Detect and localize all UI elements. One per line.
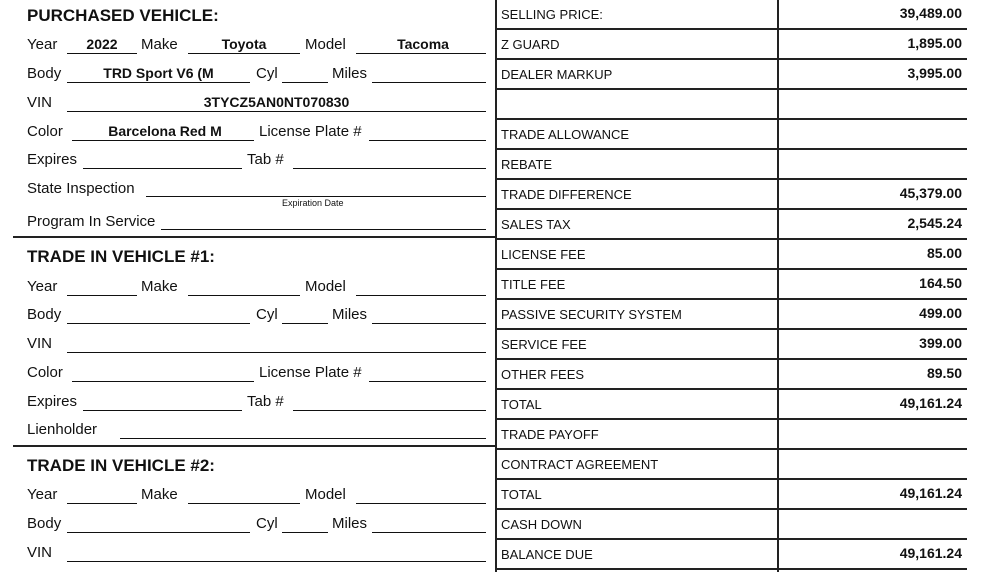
- financial-row-value[interactable]: 45,379.00: [899, 185, 962, 201]
- financial-row-line: [497, 268, 967, 270]
- purchased-vehicle-heading: PURCHASED VEHICLE:: [27, 6, 219, 25]
- trade1-cyl-label: Cyl: [256, 306, 278, 323]
- financial-row-label: SERVICE FEE: [501, 337, 587, 352]
- trade-in-2-heading: TRADE IN VEHICLE #2:: [27, 456, 215, 475]
- trade2-model-label: Model: [305, 486, 346, 503]
- financial-row-label: SELLING PRICE:: [501, 7, 603, 22]
- financial-row-value[interactable]: 85.00: [926, 245, 962, 261]
- vin-field[interactable]: 3TYCZ5AN0NT070830: [203, 94, 350, 110]
- financial-row-value[interactable]: 499.00: [919, 305, 962, 321]
- financial-row-label: TRADE ALLOWANCE: [501, 127, 630, 142]
- trade1-make-label: Make: [141, 278, 178, 295]
- financial-row-value[interactable]: 2,545.24: [907, 215, 962, 231]
- financial-row-line: [497, 208, 967, 210]
- trade1-tab-label: Tab #: [247, 393, 284, 410]
- trade1-body-label: Body: [27, 306, 62, 323]
- body-label: Body: [27, 65, 62, 82]
- financial-row-line: [497, 58, 967, 60]
- financial-row-value[interactable]: 3,995.00: [907, 65, 962, 81]
- financial-row-value[interactable]: 89.50: [926, 365, 962, 381]
- trade2-body-label: Body: [27, 515, 62, 532]
- financial-row-label: DEALER MARKUP: [501, 67, 613, 82]
- financial-row-line: [497, 388, 967, 390]
- year-field[interactable]: 2022: [86, 36, 118, 52]
- financial-row-label: Z GUARD: [501, 37, 560, 52]
- trade1-model-label: Model: [305, 278, 346, 295]
- body-field[interactable]: TRD Sport V6 (M: [103, 65, 214, 81]
- cyl-label: Cyl: [256, 65, 278, 82]
- expires-label: Expires: [27, 151, 78, 168]
- financial-row-value[interactable]: 49,161.24: [899, 485, 962, 501]
- financial-row-label: PASSIVE SECURITY SYSTEM: [501, 307, 682, 322]
- trade2-year-label: Year: [27, 486, 58, 503]
- trade1-year-label: Year: [27, 278, 58, 295]
- financial-row-line: [497, 508, 967, 510]
- trade1-expires-label: Expires: [27, 393, 78, 410]
- financial-row-value[interactable]: 1,895.00: [907, 35, 962, 51]
- financial-row-line: [497, 238, 967, 240]
- trade-in-1-heading: TRADE IN VEHICLE #1:: [27, 247, 215, 266]
- financial-row-line: [497, 538, 967, 540]
- financial-row-label: TRADE DIFFERENCE: [501, 187, 632, 202]
- trade1-lienholder-label: Lienholder: [27, 421, 98, 438]
- financial-row-label: TOTAL: [501, 487, 542, 502]
- trade2-miles-label: Miles: [332, 515, 368, 532]
- financial-row-line: [497, 88, 967, 90]
- trade2-vin-label: VIN: [27, 544, 53, 561]
- color-field[interactable]: Barcelona Red M: [108, 123, 222, 139]
- state-inspection-label: State Inspection: [27, 180, 135, 197]
- financial-row-label: BALANCE DUE: [501, 547, 593, 562]
- financial-row-label: TRADE PAYOFF: [501, 427, 599, 442]
- financial-row-line: [497, 118, 967, 120]
- financial-row-line: [497, 178, 967, 180]
- miles-label: Miles: [332, 65, 368, 82]
- financial-row-line: [497, 568, 967, 570]
- financial-row-line: [497, 358, 967, 360]
- tab-label: Tab #: [247, 151, 284, 168]
- trade1-vin-label: VIN: [27, 335, 53, 352]
- financial-row-label: SALES TAX: [501, 217, 571, 232]
- financial-row-value[interactable]: 49,161.24: [899, 395, 962, 411]
- financial-row-label: CASH DOWN: [501, 517, 582, 532]
- financial-row-label: OTHER FEES: [501, 367, 585, 382]
- financial-row-label: TITLE FEE: [501, 277, 566, 292]
- model-label: Model: [305, 36, 346, 53]
- financial-row-value[interactable]: 399.00: [919, 335, 962, 351]
- financial-row-line: [497, 328, 967, 330]
- financial-row-label: CONTRACT AGREEMENT: [501, 457, 659, 472]
- license-plate-label: License Plate #: [259, 123, 362, 140]
- financial-row-line: [497, 148, 967, 150]
- program-in-service-label: Program In Service: [27, 213, 156, 230]
- trade2-cyl-label: Cyl: [256, 515, 278, 532]
- trade1-miles-label: Miles: [332, 306, 368, 323]
- expiration-date-caption: Expiration Date: [282, 198, 344, 208]
- vin-label: VIN: [27, 94, 53, 111]
- financial-row-line: [497, 448, 967, 450]
- financial-row-value[interactable]: 164.50: [919, 275, 962, 291]
- model-field[interactable]: Tacoma: [397, 36, 449, 52]
- financial-row-value[interactable]: 39,489.00: [899, 5, 962, 21]
- financial-row-line: [497, 28, 967, 30]
- financial-row-line: [497, 298, 967, 300]
- color-label: Color: [27, 123, 63, 140]
- trade1-license-plate-label: License Plate #: [259, 364, 362, 381]
- financial-row-line: [497, 478, 967, 480]
- year-label: Year: [27, 36, 58, 53]
- make-label: Make: [141, 36, 178, 53]
- financial-row-line: [497, 418, 967, 420]
- financial-row-label: LICENSE FEE: [501, 247, 586, 262]
- make-field[interactable]: Toyota: [221, 36, 267, 52]
- trade2-make-label: Make: [141, 486, 178, 503]
- financial-row-label: TOTAL: [501, 397, 542, 412]
- financial-row-label: REBATE: [501, 157, 553, 172]
- financial-row-value[interactable]: 49,161.24: [899, 545, 962, 561]
- trade1-color-label: Color: [27, 364, 63, 381]
